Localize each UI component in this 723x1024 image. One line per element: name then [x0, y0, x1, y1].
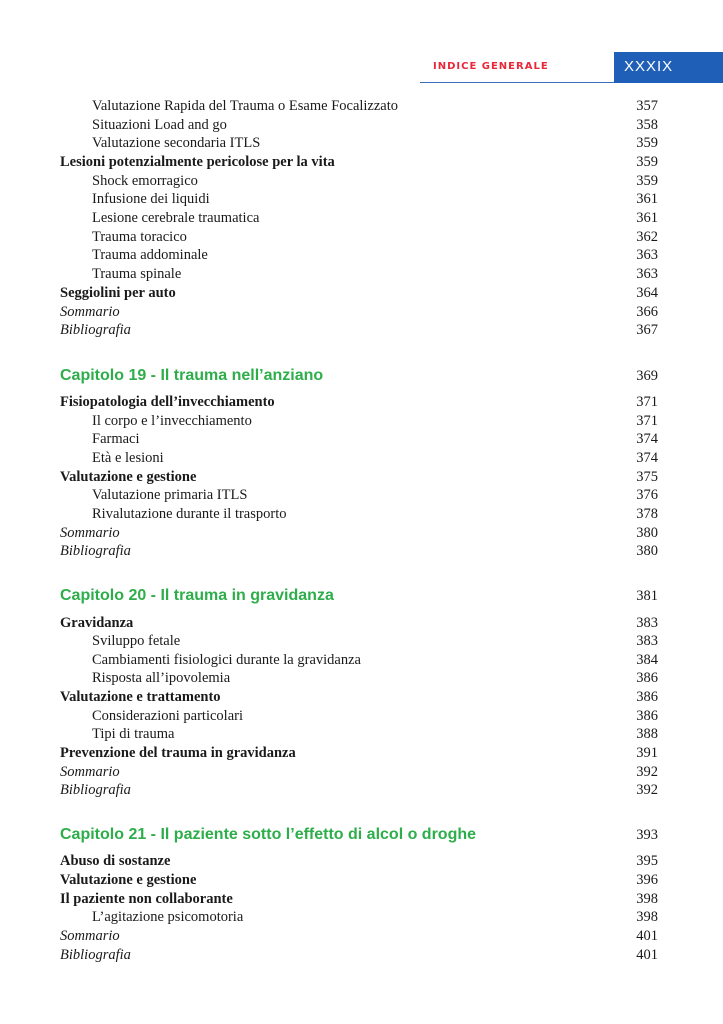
toc-entry-label: Sviluppo fetale [92, 633, 181, 649]
toc-page-number: 371 [636, 394, 658, 410]
toc-page-number: 359 [636, 135, 658, 151]
toc-entry-label: Trauma spinale [92, 266, 182, 282]
toc-entry-label: Trauma toracico [92, 229, 187, 245]
toc-page-number: 393 [636, 827, 658, 843]
toc-entry-label: Infusione dei liquidi [92, 191, 210, 207]
toc-entry-label: Valutazione e gestione [60, 872, 197, 888]
chapter-title: Capitolo 19 - Il trauma nell’anziano [60, 367, 324, 384]
toc-entry-label: Bibliografia [60, 543, 131, 559]
section-header-label: INDICE GENERALE [433, 61, 549, 72]
toc-entry-label: Seggiolini per auto [60, 285, 176, 301]
toc-page-number: 374 [636, 450, 658, 466]
toc-entry [60, 468, 658, 487]
toc-entry-label: Risposta all’ipovolemia [92, 670, 231, 686]
toc-page-number: 391 [636, 745, 658, 761]
toc-entry [60, 134, 658, 153]
toc-page-number: 359 [636, 173, 658, 189]
toc-page-number: 380 [636, 525, 658, 541]
toc-page-number: 378 [636, 506, 658, 522]
toc-page-number: 384 [636, 652, 658, 668]
toc-page-number: 367 [636, 322, 658, 338]
toc-page-number: 395 [636, 853, 658, 869]
toc-entry-label: Abuso di sostanze [60, 853, 171, 869]
toc-page-number: 371 [636, 413, 658, 429]
toc-page-number: 358 [636, 117, 658, 133]
toc-page-number: 380 [636, 543, 658, 559]
toc-entry [60, 781, 658, 800]
toc-entry-label: Lesione cerebrale traumatica [92, 210, 260, 226]
toc-page-number: 359 [636, 154, 658, 170]
toc-page-number: 375 [636, 469, 658, 485]
toc-entry [60, 890, 658, 909]
toc-entry [60, 524, 658, 543]
toc-entry [60, 763, 658, 782]
toc-entry [60, 651, 658, 670]
toc-entry [60, 908, 658, 927]
toc-entry-label: Shock emorragico [92, 173, 198, 189]
toc-page-number: 363 [636, 266, 658, 282]
toc-entry-label: Sommario [60, 525, 120, 541]
chapter-heading [60, 585, 658, 607]
toc-entry-label: Fisiopatologia dell’invecchiamento [60, 394, 275, 410]
toc-page-number: 364 [636, 285, 658, 301]
toc-entry-label: Bibliografia [60, 947, 131, 963]
toc-entry [60, 190, 658, 209]
toc-entry [60, 265, 658, 284]
toc-page-number: 386 [636, 708, 658, 724]
toc-entry [60, 393, 658, 412]
toc-entry-label: Sommario [60, 928, 120, 944]
toc-page-number: 392 [636, 782, 658, 798]
toc-entry [60, 153, 658, 172]
toc-page-number: 388 [636, 726, 658, 742]
toc-entry [60, 284, 658, 303]
toc-page-number: 398 [636, 909, 658, 925]
toc-page-number: 386 [636, 689, 658, 705]
toc-entry [60, 927, 658, 946]
toc-entry-label: Valutazione Rapida del Trauma o Esame Focalizzato [92, 98, 399, 114]
toc-page-number: 386 [636, 670, 658, 686]
toc-entry [60, 688, 658, 707]
toc-entry-label: L’agitazione psicomotoria [92, 909, 244, 925]
toc-entry [60, 209, 658, 228]
toc-page-number: 362 [636, 229, 658, 245]
toc-entry [60, 486, 658, 505]
toc-entry [60, 303, 658, 322]
toc-entry-label: Considerazioni particolari [92, 708, 243, 724]
toc-entry [60, 542, 658, 561]
toc-page-number: 357 [636, 98, 658, 114]
toc-page-number: 376 [636, 487, 658, 503]
toc-entry [60, 430, 658, 449]
toc-page-number: 383 [636, 615, 658, 631]
toc-entry [60, 412, 658, 431]
toc-entry-label: Tipi di trauma [92, 726, 175, 742]
chapter-heading [60, 824, 658, 846]
toc-entry [60, 97, 658, 116]
toc-entry-label: Farmaci [92, 431, 140, 447]
toc-page-number: 396 [636, 872, 658, 888]
toc-entry [60, 871, 658, 890]
toc-entry [60, 505, 658, 524]
toc-entry-label: Trauma addominale [92, 247, 208, 263]
toc-entry-label: Valutazione primaria ITLS [92, 487, 248, 503]
toc-entry-label: Cambiamenti fisiologici durante la gravidanza [92, 652, 361, 668]
toc-entry [60, 228, 658, 247]
toc-entry [60, 321, 658, 340]
toc-entry [60, 669, 658, 688]
toc-entry-label: Bibliografia [60, 322, 131, 338]
toc-entry [60, 707, 658, 726]
toc-entry [60, 116, 658, 135]
toc-page-number: 361 [636, 191, 658, 207]
toc-page-number: 383 [636, 633, 658, 649]
toc-page-number: 363 [636, 247, 658, 263]
toc-entry [60, 246, 658, 265]
toc-entry-label: Bibliografia [60, 782, 131, 798]
toc-entry-label: Gravidanza [60, 615, 134, 631]
toc-page-number: 381 [636, 588, 658, 604]
toc-page-number: 361 [636, 210, 658, 226]
toc-entry [60, 449, 658, 468]
toc-entry-label: Sommario [60, 764, 120, 780]
chapter-title: Capitolo 20 - Il trauma in gravidanza [60, 587, 334, 604]
toc-entry [60, 946, 658, 965]
page-number-badge: XXXIX [614, 52, 723, 83]
toc-entry-label: Lesioni potenzialmente pericolose per la vita [60, 154, 335, 170]
toc-entry [60, 725, 658, 744]
toc-entry-label: Il paziente non collaborante [60, 891, 233, 907]
toc-page-number: 401 [636, 947, 658, 963]
chapter-heading [60, 365, 658, 387]
toc-entry-label: Il corpo e l’invecchiamento [92, 413, 252, 429]
toc-entry-label: Valutazione secondaria ITLS [92, 135, 261, 151]
toc-page-number: 398 [636, 891, 658, 907]
toc-page-number: 374 [636, 431, 658, 447]
toc-entry-label: Età e lesioni [92, 450, 164, 466]
toc-entry-label: Sommario [60, 304, 120, 320]
toc-entry [60, 172, 658, 191]
chapter-title: Capitolo 21 - Il paziente sotto l’effetto di alcol o droghe [60, 826, 477, 843]
toc-page-number: 392 [636, 764, 658, 780]
toc-page-number: 366 [636, 304, 658, 320]
toc-entry-label: Prevenzione del trauma in gravidanza [60, 745, 296, 761]
header-rule [420, 82, 615, 83]
toc-entry [60, 744, 658, 763]
toc-entry-label: Valutazione e gestione [60, 469, 197, 485]
toc-entry-label: Rivalutazione durante il trasporto [92, 506, 287, 522]
toc-entry-label: Valutazione e trattamento [60, 689, 221, 705]
toc-entry [60, 614, 658, 633]
toc-page-number: 369 [636, 368, 658, 384]
toc-entry [60, 632, 658, 651]
toc-entry-label: Situazioni Load and go [92, 117, 227, 133]
toc-page-number: 401 [636, 928, 658, 944]
toc-entry [60, 852, 658, 871]
